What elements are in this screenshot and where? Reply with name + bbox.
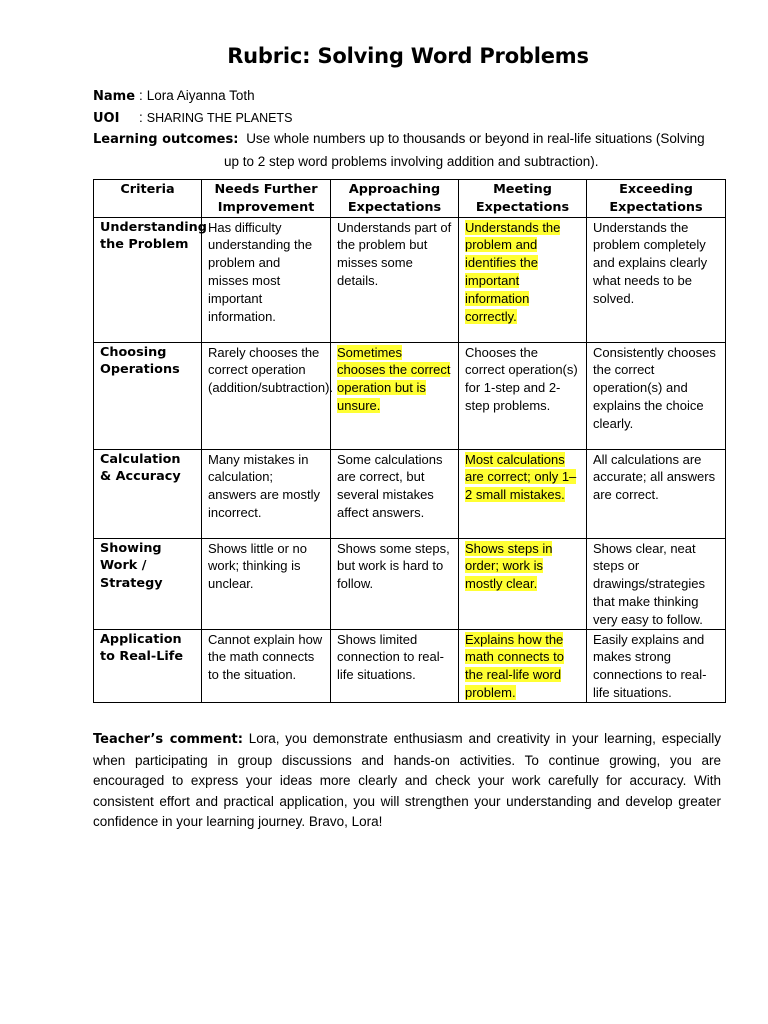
header-exceeding-expectations: Exceeding Expectations: [587, 180, 726, 218]
criteria-cell: Choosing Operations: [94, 342, 202, 449]
criteria-cell: Showing Work / Strategy: [94, 538, 202, 629]
table-row: [94, 629, 726, 702]
exceeding-cell: Consistently chooses the correct operation(s) and explains the choice clearly.: [587, 342, 726, 449]
rubric-table: [93, 179, 726, 703]
needs-cell: Rarely chooses the correct operation (addition/subtraction).: [202, 342, 331, 449]
approaching-cell: Understands part of the problem but misses some details.: [331, 217, 459, 342]
name-row: [93, 86, 733, 108]
uoi-row: [93, 108, 733, 130]
teacher-comment: [93, 729, 721, 833]
criteria-cell: Understanding the Problem: [94, 217, 202, 342]
header-criteria: Criteria: [94, 180, 202, 218]
meeting-cell: [459, 629, 587, 702]
outcomes-label: Learning outcomes:: [93, 132, 239, 147]
name-label: Name: [93, 89, 136, 104]
table-row: [94, 342, 726, 449]
needs-cell: Many mistakes in calculation; answers are mostly incorrect.: [202, 449, 331, 538]
criteria-cell: Calculation & Accuracy: [94, 449, 202, 538]
comment-text: Lora, you demonstrate enthusiasm and creativity in your learning, especially when participating in group discussions and hands-on activities. To continue growing, you are encouraged to express your ideas more clearly and check your work carefully for accuracy. With consistent effort and practical application, you will strengthen your understanding and develop greater confidence in your learning journey. Bravo, Lora!: [93, 731, 721, 830]
learning-outcomes: [93, 129, 733, 172]
rubric-header-row: [94, 180, 726, 218]
highlighted-descriptor: Explains how the math connects to the real-life word problem.: [465, 631, 564, 700]
outcomes-line-1: Use whole numbers up to thousands or beyond in real-life situations (Solving: [246, 131, 705, 146]
approaching-cell: Shows limited connection to real-life situations.: [331, 629, 459, 702]
exceeding-cell: Easily explains and makes strong connections to real-life situations.: [587, 629, 726, 702]
meeting-cell: Chooses the correct operation(s) for 1-step and 2-step problems.: [459, 342, 587, 449]
outcomes-line-2: up to 2 step word problems involving addition and subtraction).: [224, 153, 599, 169]
exceeding-cell: All calculations are accurate; all answers are correct.: [587, 449, 726, 538]
colon: :: [139, 88, 143, 103]
approaching-cell: [331, 342, 459, 449]
table-row: [94, 538, 726, 629]
approaching-cell: Some calculations are correct, but several mistakes affect answers.: [331, 449, 459, 538]
header-meeting-expectations: Meeting Expectations: [459, 180, 587, 218]
highlighted-descriptor: Understands the problem and identifies the important information correctly.: [465, 219, 561, 324]
highlighted-descriptor: Shows steps in order; work is mostly clear.: [465, 540, 553, 592]
exceeding-cell: Shows clear, neat steps or drawings/strategies that make thinking very easy to follow.: [587, 538, 726, 629]
document-title: Rubric: Solving Word Problems: [227, 44, 589, 68]
meeting-cell: [459, 538, 587, 629]
colon: :: [139, 109, 143, 125]
meeting-cell: [459, 217, 587, 342]
highlighted-descriptor: Most calculations are correct; only 1–2 small mistakes.: [465, 451, 577, 503]
criteria-cell: Application to Real-Life: [94, 629, 202, 702]
exceeding-cell: Understands the problem completely and explains clearly what needs to be solved.: [587, 217, 726, 342]
header-approaching-expectations: Approaching Expectations: [331, 180, 459, 218]
student-info: [93, 86, 733, 172]
table-row: [94, 449, 726, 538]
highlighted-descriptor: Sometimes chooses the correct operation but is unsure.: [337, 344, 451, 413]
needs-cell: Cannot explain how the math connects to the situation.: [202, 629, 331, 702]
comment-label: Teacher’s comment:: [93, 732, 243, 747]
uoi-value: SHARING THE PLANETS: [146, 110, 293, 125]
meeting-cell: [459, 449, 587, 538]
table-row: [94, 217, 726, 342]
approaching-cell: Shows some steps, but work is hard to follow.: [331, 538, 459, 629]
header-needs-further-improvement: Needs Further Improvement: [202, 180, 331, 218]
needs-cell: Shows little or no work; thinking is unclear.: [202, 538, 331, 629]
student-name: Lora Aiyanna Toth: [146, 88, 255, 103]
needs-cell: Has difficulty understanding the problem and misses most important information.: [202, 217, 331, 342]
uoi-label: UOI: [93, 110, 120, 126]
